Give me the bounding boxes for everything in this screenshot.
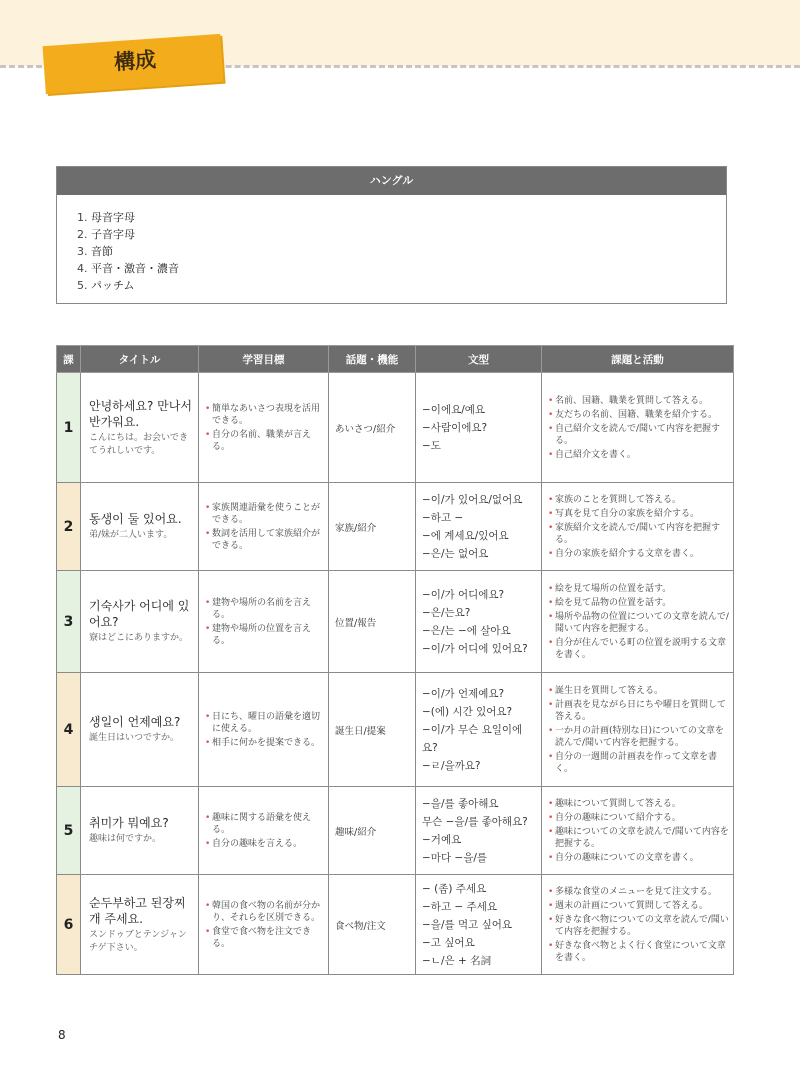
task-item: • 好きな食べ物とよく行く食堂について文章を書く。 [548,940,729,964]
header-title: タイトル [81,346,199,373]
grammar-cell [416,571,542,673]
topic-cell: 趣味/紹介 [329,787,416,875]
title-korean: 동생이 둘 있어요. [89,512,182,526]
task-item: • 趣味についての文章を読んで/聞いて内容を把握する。 [548,826,729,850]
topic-cell: 誕生日/提案 [329,673,416,787]
title-cell [81,483,199,571]
task-item: • 家族のことを質問して答える。 [548,494,729,506]
grammar-cell [416,787,542,875]
goal-item: • 簡単なあいさつ表現を活用できる。 [205,403,324,427]
lesson-number: 3 [57,571,81,673]
goal-item: • 家族関連語彙を使うことができる。 [205,502,324,526]
goals-cell [199,673,329,787]
grammar-item: −은/는 없어요 [422,547,489,560]
title-japanese: 寮はどこにありますか。 [89,633,189,643]
item-number: 1. [77,211,88,224]
table-row [57,571,734,673]
page-number: 8 [58,1028,66,1042]
item-text: パッチム [91,279,135,292]
grammar-item: −하고 − [422,511,464,524]
goals-cell [199,373,329,483]
task-item: • 場所や品物の位置についての文章を読んで/聞いて内容を把握する。 [548,611,729,635]
grammar-cell [416,673,542,787]
goal-item: • 食堂で食べ物を注文できる。 [205,926,324,950]
goals-cell [199,483,329,571]
tasks-cell [542,373,734,483]
item-number: 3. [77,245,88,258]
grammar-item: 무슨 −을/를 좋아해요? [422,815,528,828]
item-number: 5. [77,279,88,292]
curriculum-table [56,345,734,975]
grammar-item: −이/가 어디에 있어요? [422,642,528,655]
grammar-item: −이/가 어디에요? [422,588,505,601]
task-item: • 自分の趣味について紹介する。 [548,812,729,824]
tasks-cell [542,787,734,875]
item-number: 4. [77,262,88,275]
task-item: • 自分の家族を紹介する文章を書く。 [548,548,729,560]
title-korean: 생일이 언제예요? [89,715,181,729]
task-item: • 自分が住んでいる町の位置を説明する文章を書く。 [548,637,729,661]
title-japanese: 弟/妹が二人います。 [89,530,173,540]
title-cell [81,673,199,787]
task-item: • 自分の趣味についての文章を書く。 [548,852,729,864]
goals-cell [199,571,329,673]
table-row [57,673,734,787]
title-japanese: 誕生日はいつですか。 [89,733,180,743]
task-item: • 多様な食堂のメニューを見て注文する。 [548,886,729,898]
task-item: • 絵を見て品物の位置を話す。 [548,597,729,609]
grammar-item: −에 계세요/있어요 [422,529,509,542]
title-korean: 순두부하고 된장찌개 주세요. [89,895,186,926]
grammar-item: − (좀) 주세요 [422,882,487,895]
grammar-item: −(에) 시간 있어요? [422,705,513,718]
goal-item: • 日にち、曜日の語彙を適切に使える。 [205,711,324,735]
goal-item: • 建物や場所の位置を言える。 [205,623,324,647]
hangul-header: ハングル [57,167,726,195]
grammar-item: −이에요/예요 [422,403,486,416]
title-cell [81,787,199,875]
task-item: • 好きな食べ物についての文章を読んで/聞いて内容を把握する。 [548,914,729,938]
hangul-item [77,277,726,294]
task-item: • 家族紹介文を読んで/聞いて内容を把握する。 [548,522,729,546]
title-japanese: こんにちは。お会いできてうれしいです。 [89,432,189,456]
header-tasks: 課題と活動 [542,346,734,373]
item-number: 2. [77,228,88,241]
grammar-item: −은/는 −에 살아요 [422,624,511,637]
goal-item: • 趣味に関する語彙を使える。 [205,812,324,836]
topic-cell: 家族/紹介 [329,483,416,571]
tasks-cell [542,875,734,975]
title-cell [81,571,199,673]
goal-item: • 建物や場所の名前を言える。 [205,597,324,621]
lesson-number: 2 [57,483,81,571]
title-korean: 안녕하세요? 만나서 반가워요. [89,398,192,429]
item-text: 音節 [91,245,113,258]
grammar-item: −사람이에요? [422,421,488,434]
task-item: • 自己紹介文を書く。 [548,449,729,461]
grammar-item: −ㄹ/을까요? [422,759,481,772]
task-item: • 名前、国籍、職業を質問して答える。 [548,395,729,407]
grammar-item: −은/는요? [422,606,471,619]
table-header-row [57,346,734,373]
grammar-cell [416,373,542,483]
grammar-item: −ㄴ/은 + 名詞 [422,954,492,967]
title-cell [81,373,199,483]
section-title: 構成 [113,47,157,75]
title-korean: 기숙사가 어디에 있어요? [89,599,190,629]
header-lesson: 課 [57,346,81,373]
topic-cell: 位置/報告 [329,571,416,673]
grammar-item: −마다 −을/를 [422,851,488,864]
goal-item: • 数詞を活用して家族紹介ができる。 [205,528,324,552]
grammar-item: −하고 − 주세요 [422,900,497,913]
task-item: • 誕生日を質問して答える。 [548,685,729,697]
task-item: • 週末の計画について質問して答える。 [548,900,729,912]
hangul-item [77,260,726,277]
title-korean: 취미가 뭐예요? [89,816,169,830]
grammar-item: −이/가 있어요/없어요 [422,493,523,506]
table-row [57,373,734,483]
task-item: • 自己紹介文を読んで/聞いて内容を把握する。 [548,423,729,447]
task-item: • 一か月の計画(特別な日)についての文章を読んで/聞いて内容を把握する。 [548,725,729,749]
header-grammar: 文型 [416,346,542,373]
grammar-item: −도 [422,439,441,452]
goal-item: • 自分の趣味を言える。 [205,838,324,850]
item-text: 子音字母 [91,228,135,241]
goals-cell [199,875,329,975]
grammar-cell [416,483,542,571]
goals-cell [199,787,329,875]
task-item: • 写真を見て自分の家族を紹介する。 [548,508,729,520]
grammar-item: −이/가 무슨 요일이에요? [422,723,523,754]
item-text: 平音・激音・濃音 [91,262,179,275]
grammar-item: −이/가 언제예요? [422,687,505,700]
table-row [57,875,734,975]
tasks-cell [542,483,734,571]
topic-cell: 食べ物/注文 [329,875,416,975]
title-japanese: スンドゥブとテンジャンチゲ下さい。 [89,929,187,953]
goal-item: • 自分の名前、職業が言える。 [205,429,324,453]
grammar-item: −을/를 먹고 싶어요 [422,918,513,931]
goal-item: • 相手に何かを提案できる。 [205,737,324,749]
item-text: 母音字母 [91,211,135,224]
grammar-item: −고 싶어요 [422,936,475,949]
header-goals: 学習目標 [199,346,329,373]
task-item: • 趣味について質問して答える。 [548,798,729,810]
hangul-item [77,243,726,260]
lesson-number: 4 [57,673,81,787]
grammar-item: −을/를 좋아해요 [422,797,499,810]
lesson-number: 1 [57,373,81,483]
task-item: • 自分の一週間の計画表を作って文章を書く。 [548,751,729,775]
title-cell [81,875,199,975]
task-item: • 計画表を見ながら日にちや曜日を質問して答える。 [548,699,729,723]
hangul-box [56,166,727,304]
lesson-number: 6 [57,875,81,975]
table-row [57,787,734,875]
lesson-number: 5 [57,787,81,875]
hangul-item [77,226,726,243]
grammar-item: −거예요 [422,833,462,846]
hangul-item [77,209,726,226]
task-item: • 友だちの名前、国籍、職業を紹介する。 [548,409,729,421]
grammar-cell [416,875,542,975]
table-row [57,483,734,571]
tasks-cell [542,673,734,787]
topic-cell: あいさつ/紹介 [329,373,416,483]
tasks-cell [542,571,734,673]
header-topic: 話題・機能 [329,346,416,373]
task-item: • 絵を見て場所の位置を話す。 [548,583,729,595]
title-japanese: 趣味は何ですか。 [89,834,162,844]
hangul-list [57,195,726,294]
goal-item: • 韓国の食べ物の名前が分かり、それらを区別できる。 [205,900,324,924]
